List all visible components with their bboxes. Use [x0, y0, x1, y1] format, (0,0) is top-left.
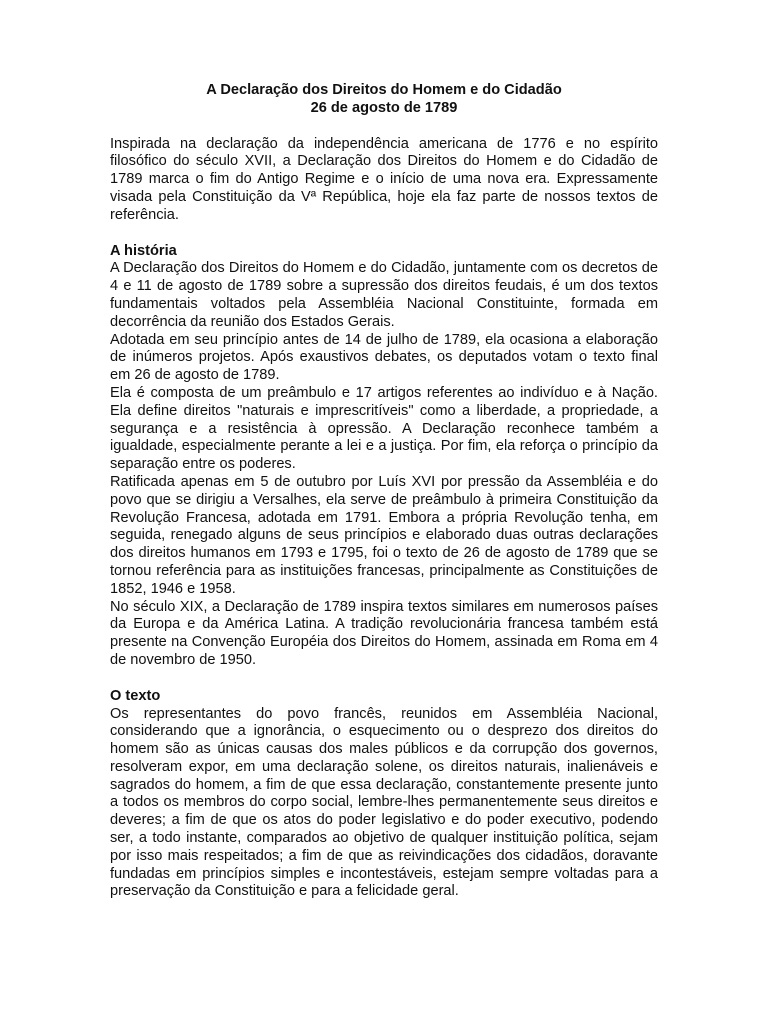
- section-heading-historia: A história: [110, 242, 177, 259]
- texto-paragraph-1: Os representantes do povo francês, reunidos em Assembléia Nacional, considerando que a ignorância, o esquecimento ou o desprezo dos direitos do homem são as únicas causas dos males públicos e da corrupção dos governos, resolveram expor, em uma declaração solene, os direitos naturais, inalienáveis e sagrados do homem, a fim de que essa declaração, constantemente presente junto a todos os membros do corpo social, lembre-lhes permanentemente seus direitos e deveres; a fim de que os atos do poder legislativo e do poder executivo, podendo ser, a todo instante, comparados ao objetivo de qualquer instituição política, sejam por isso mais respeitados; a fim de que as reivindicações dos cidadãos, doravante fundadas em princípios simples e incontestáveis, estejam sempre voltadas para a preservação da Constituição e para a felicidade geral.: [110, 705, 658, 900]
- historia-paragraph-4: Ratificada apenas em 5 de outubro por Luís XVI por pressão da Assembléia e do povo que se dirigiu a Versalhes, ela serve de preâmbulo à primeira Constituição da Revolução Francesa, adotada em 1791. Embora a própria Revolução tenha, em seguida, renegado alguns de seus princípios e elaborado duas outras declarações dos direitos humanos em 1793 e 1795, foi o texto de 26 de agosto de 1789 que se tornou referência para as instituições francesas, principalmente as Constituições de 1852, 1946 e 1958.: [110, 473, 658, 597]
- title-block: [110, 82, 658, 118]
- document-body: [110, 82, 658, 901]
- section-heading-texto: O texto: [110, 687, 161, 704]
- historia-paragraph-1: A Declaração dos Direitos do Homem e do Cidadão, juntamente com os decretos de 4 e 11 de agosto de 1789 sobre a supressão dos direitos feudais, é um dos textos fundamentais voltados pela Assembléia Nacional Constituinte, formada em decorrência da reunião dos Estados Gerais.: [110, 260, 658, 330]
- historia-paragraph-5: No século XIX, a Declaração de 1789 inspira textos similares em numerosos países da Europa e da América Latina. A tradição revolucionária francesa também está presente na Convenção Européia dos Direitos do Homem, assinada em Roma em 4 de novembro de 1950.: [110, 598, 658, 668]
- document-title: A Declaração dos Direitos do Homem e do Cidadão: [206, 82, 562, 98]
- section-spacer: [110, 670, 658, 688]
- historia-paragraph-3: Ela é composta de um preâmbulo e 17 artigos referentes ao indivíduo e à Nação. Ela define direitos "naturais e imprescritíveis" como a liberdade, a propriedade, a segurança e a resistência à opressão. A Declaração reconhece também a igualdade, especialmente perante a lei e a justiça. Por fim, ela reforça o princípio da separação entre os poderes.: [110, 384, 658, 473]
- section-spacer: [110, 225, 658, 243]
- intro-paragraph: Inspirada na declaração da independência americana de 1776 e no espírito filosófico do século XVII, a Declaração dos Direitos do Homem e do Cidadão de 1789 marca o fim do Antigo Regime e o início de uma nova era. Expressamente visada pela Constituição da Vª República, hoje ela faz parte de nossos textos de referência.: [110, 135, 658, 223]
- document-date: 26 de agosto de 1789: [310, 99, 458, 116]
- historia-paragraph-2: Adotada em seu princípio antes de 14 de julho de 1789, ela ocasiona a elaboração de inúmeros projetos. Após exaustivos debates, os deputados votam o texto final em 26 de agosto de 1789.: [110, 331, 658, 384]
